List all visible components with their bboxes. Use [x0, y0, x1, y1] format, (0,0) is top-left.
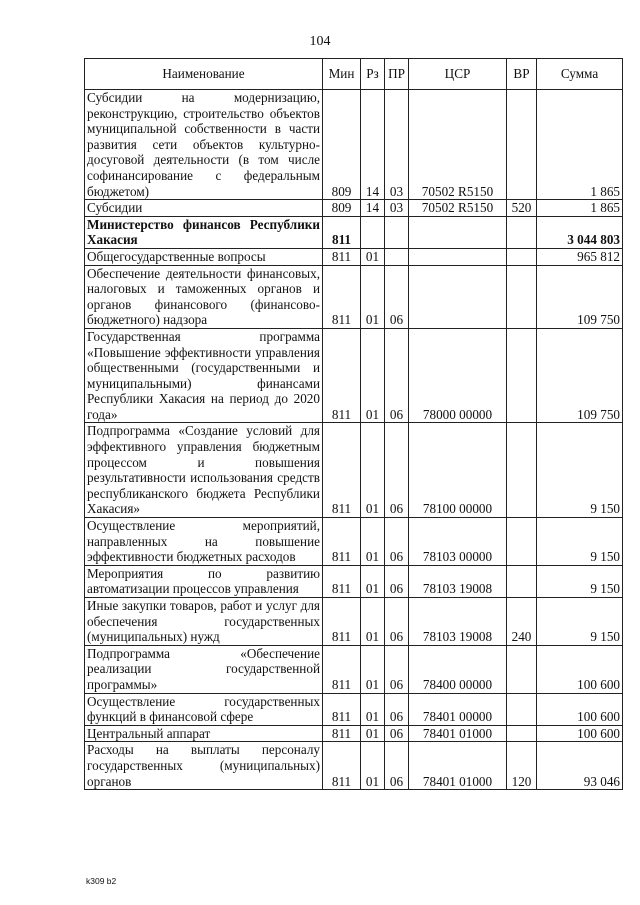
cell-min: 809	[323, 90, 361, 200]
cell-min: 811	[323, 598, 361, 646]
cell-sum: 1 865	[537, 200, 623, 217]
cell-pr: 06	[385, 423, 409, 518]
cell-name: Иные закупки товаров, работ и услуг для обеспечения государственных (муниципальных) нужд	[85, 598, 323, 646]
cell-sum: 965 812	[537, 248, 623, 265]
cell-csr: 78103 00000	[409, 518, 507, 566]
cell-pr: 06	[385, 518, 409, 566]
cell-rz: 01	[361, 725, 385, 742]
cell-csr	[409, 216, 507, 248]
cell-name: Субсидии	[85, 200, 323, 217]
col-header-rz: Рз	[361, 59, 385, 90]
cell-rz: 01	[361, 248, 385, 265]
cell-name: Обеспечение деятельности финансовых, налоговых и таможенных органов и органов финансового (финансово-бюджетного) надзора	[85, 265, 323, 328]
col-header-pr: ПР	[385, 59, 409, 90]
cell-name: Подпрограмма «Обеспечение реализации государственной программы»	[85, 645, 323, 693]
cell-vr: 240	[507, 598, 537, 646]
table-row	[85, 248, 623, 265]
cell-name: Осуществление государственных функций в финансовой сфере	[85, 693, 323, 725]
cell-name: Государственная программа «Повышение эффективности управления общественными (государственными и муниципальными) финансами Республики Хакасия на период до 2020 года»	[85, 328, 323, 423]
table-row	[85, 90, 623, 200]
cell-name: Центральный аппарат	[85, 725, 323, 742]
col-header-vr: ВР	[507, 59, 537, 90]
table-row	[85, 518, 623, 566]
cell-name: Осуществление мероприятий, направленных на повышение эффективности бюджетных расходов	[85, 518, 323, 566]
cell-pr: 06	[385, 645, 409, 693]
cell-vr	[507, 328, 537, 423]
cell-name: Расходы на выплаты персоналу государственных (муниципальных) органов	[85, 742, 323, 790]
cell-vr	[507, 518, 537, 566]
cell-csr: 78000 00000	[409, 328, 507, 423]
cell-min: 809	[323, 200, 361, 217]
table-row	[85, 200, 623, 217]
col-header-csr: ЦСР	[409, 59, 507, 90]
cell-sum: 3 044 803	[537, 216, 623, 248]
cell-min: 811	[323, 248, 361, 265]
table-row	[85, 423, 623, 518]
cell-sum: 100 600	[537, 725, 623, 742]
cell-min: 811	[323, 725, 361, 742]
cell-sum: 100 600	[537, 645, 623, 693]
col-header-name: Наименование	[85, 59, 323, 90]
cell-rz: 01	[361, 742, 385, 790]
cell-min: 811	[323, 265, 361, 328]
cell-rz: 01	[361, 423, 385, 518]
cell-csr: 78401 01000	[409, 725, 507, 742]
page-number: 104	[309, 34, 331, 49]
cell-sum: 9 150	[537, 565, 623, 597]
cell-min: 811	[323, 216, 361, 248]
cell-rz: 14	[361, 200, 385, 217]
cell-csr: 78401 00000	[409, 693, 507, 725]
cell-rz	[361, 216, 385, 248]
cell-pr: 03	[385, 90, 409, 200]
table-row	[85, 265, 623, 328]
cell-pr: 03	[385, 200, 409, 217]
cell-pr	[385, 216, 409, 248]
cell-min: 811	[323, 565, 361, 597]
cell-sum: 9 150	[537, 423, 623, 518]
cell-vr: 120	[507, 742, 537, 790]
cell-min: 811	[323, 742, 361, 790]
table-row	[85, 645, 623, 693]
cell-csr: 78401 01000	[409, 742, 507, 790]
cell-name: Министерство финансов Республики Хакасия	[85, 216, 323, 248]
cell-pr	[385, 248, 409, 265]
cell-name: Подпрограмма «Создание условий для эффективного управления бюджетным процессом и повышения результативности использования средств республиканского бюджета Республики Хакасия»	[85, 423, 323, 518]
cell-pr: 06	[385, 725, 409, 742]
cell-min: 811	[323, 328, 361, 423]
cell-csr	[409, 265, 507, 328]
cell-pr: 06	[385, 328, 409, 423]
table-row	[85, 598, 623, 646]
cell-vr	[507, 693, 537, 725]
cell-vr	[507, 565, 537, 597]
cell-sum: 1 865	[537, 90, 623, 200]
cell-min: 811	[323, 423, 361, 518]
cell-sum: 93 046	[537, 742, 623, 790]
table-row	[85, 693, 623, 725]
cell-csr: 70502 R5150	[409, 90, 507, 200]
table-row	[85, 216, 623, 248]
table-header	[85, 59, 623, 90]
cell-min: 811	[323, 645, 361, 693]
cell-sum: 9 150	[537, 518, 623, 566]
footer-code: k309 b2	[86, 876, 117, 886]
cell-min: 811	[323, 518, 361, 566]
cell-rz: 01	[361, 565, 385, 597]
cell-vr	[507, 216, 537, 248]
table-row	[85, 328, 623, 423]
cell-rz: 01	[361, 328, 385, 423]
cell-sum: 109 750	[537, 265, 623, 328]
cell-name: Мероприятия по развитию автоматизации процессов управления	[85, 565, 323, 597]
cell-pr: 06	[385, 598, 409, 646]
table-row	[85, 742, 623, 790]
cell-rz: 01	[361, 645, 385, 693]
cell-vr: 520	[507, 200, 537, 217]
cell-csr: 78103 19008	[409, 598, 507, 646]
col-header-sum: Сумма	[537, 59, 623, 90]
cell-rz: 14	[361, 90, 385, 200]
cell-sum: 9 150	[537, 598, 623, 646]
col-header-min: Мин	[323, 59, 361, 90]
cell-rz: 01	[361, 693, 385, 725]
cell-name: Общегосударственные вопросы	[85, 248, 323, 265]
cell-rz: 01	[361, 598, 385, 646]
cell-vr	[507, 423, 537, 518]
cell-csr: 78100 00000	[409, 423, 507, 518]
cell-csr	[409, 248, 507, 265]
cell-pr: 06	[385, 742, 409, 790]
cell-csr: 78400 00000	[409, 645, 507, 693]
cell-pr: 06	[385, 565, 409, 597]
cell-vr	[507, 248, 537, 265]
table-row	[85, 565, 623, 597]
cell-csr: 70502 R5150	[409, 200, 507, 217]
cell-pr: 06	[385, 693, 409, 725]
table-row	[85, 725, 623, 742]
cell-vr	[507, 725, 537, 742]
cell-csr: 78103 19008	[409, 565, 507, 597]
cell-rz: 01	[361, 265, 385, 328]
cell-sum: 100 600	[537, 693, 623, 725]
cell-vr	[507, 90, 537, 200]
cell-sum: 109 750	[537, 328, 623, 423]
budget-table	[84, 58, 623, 790]
cell-vr	[507, 265, 537, 328]
cell-min: 811	[323, 693, 361, 725]
cell-rz: 01	[361, 518, 385, 566]
cell-pr: 06	[385, 265, 409, 328]
cell-vr	[507, 645, 537, 693]
cell-name: Субсидии на модернизацию, реконструкцию, строительство объектов муниципальной собственности в части развития сети объектов культурно-досуговой деятельности (в том числе софинансирование с федеральным бюджетом)	[85, 90, 323, 200]
